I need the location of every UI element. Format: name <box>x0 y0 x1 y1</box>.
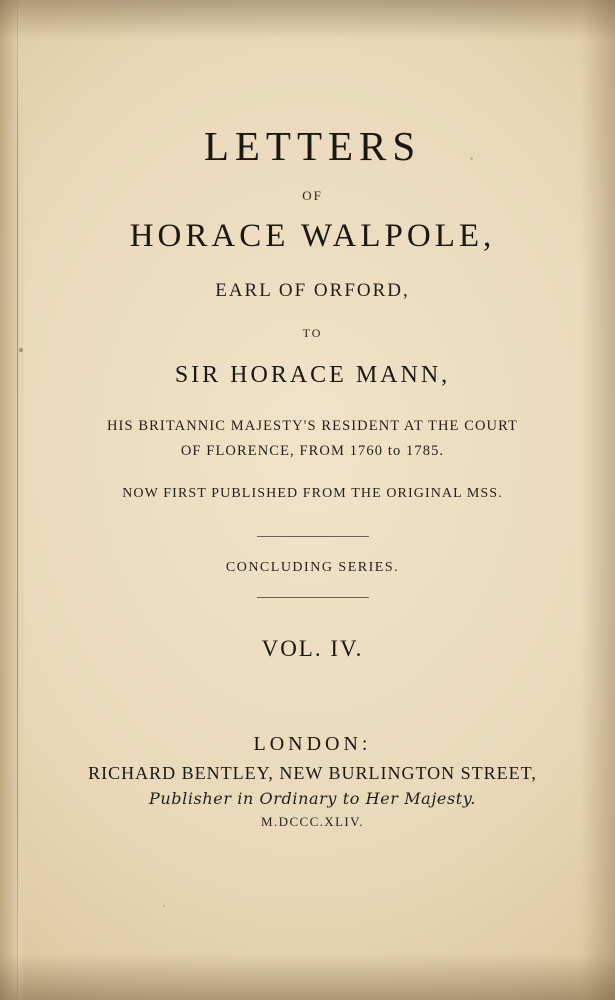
publisher-name: RICHARD BENTLEY, NEW BURLINGTON STREET, <box>88 763 537 783</box>
right-edge-shadow <box>581 0 615 1000</box>
binding-gutter-shadow <box>0 0 26 1000</box>
recipient-name: SIR HORACE MANN, <box>174 362 451 388</box>
author-title: EARL OF ORFORD, <box>215 280 410 301</box>
series-label: CONCLUDING SERIES. <box>225 560 400 575</box>
publication-city: LONDON: <box>253 733 372 755</box>
page-title: LETTERS <box>203 123 422 169</box>
publisher-role: Publisher in Ordinary to Her Majesty. <box>148 789 476 808</box>
volume-label: VOL. IV. <box>261 636 364 661</box>
publication-year: M.DCCC.XLIV. <box>261 814 364 829</box>
divider-rule-bottom <box>257 597 369 598</box>
publication-note: NOW FIRST PUBLISHED FROM THE ORIGINAL MSS. <box>122 486 503 501</box>
title-page-text-block <box>40 0 585 1000</box>
description-line-2: OF FLORENCE, FROM 1760 to 1785. <box>180 443 445 459</box>
page-edge-line <box>17 0 18 1000</box>
description-line-1: HIS BRITANNIC MAJESTY'S RESIDENT AT THE COURT <box>106 418 518 434</box>
preposition-of: OF <box>302 188 323 203</box>
preposition-to: TO <box>302 326 323 340</box>
paper-speck <box>19 348 23 352</box>
author-name: HORACE WALPOLE, <box>129 218 496 254</box>
divider-rule-top <box>257 536 369 537</box>
